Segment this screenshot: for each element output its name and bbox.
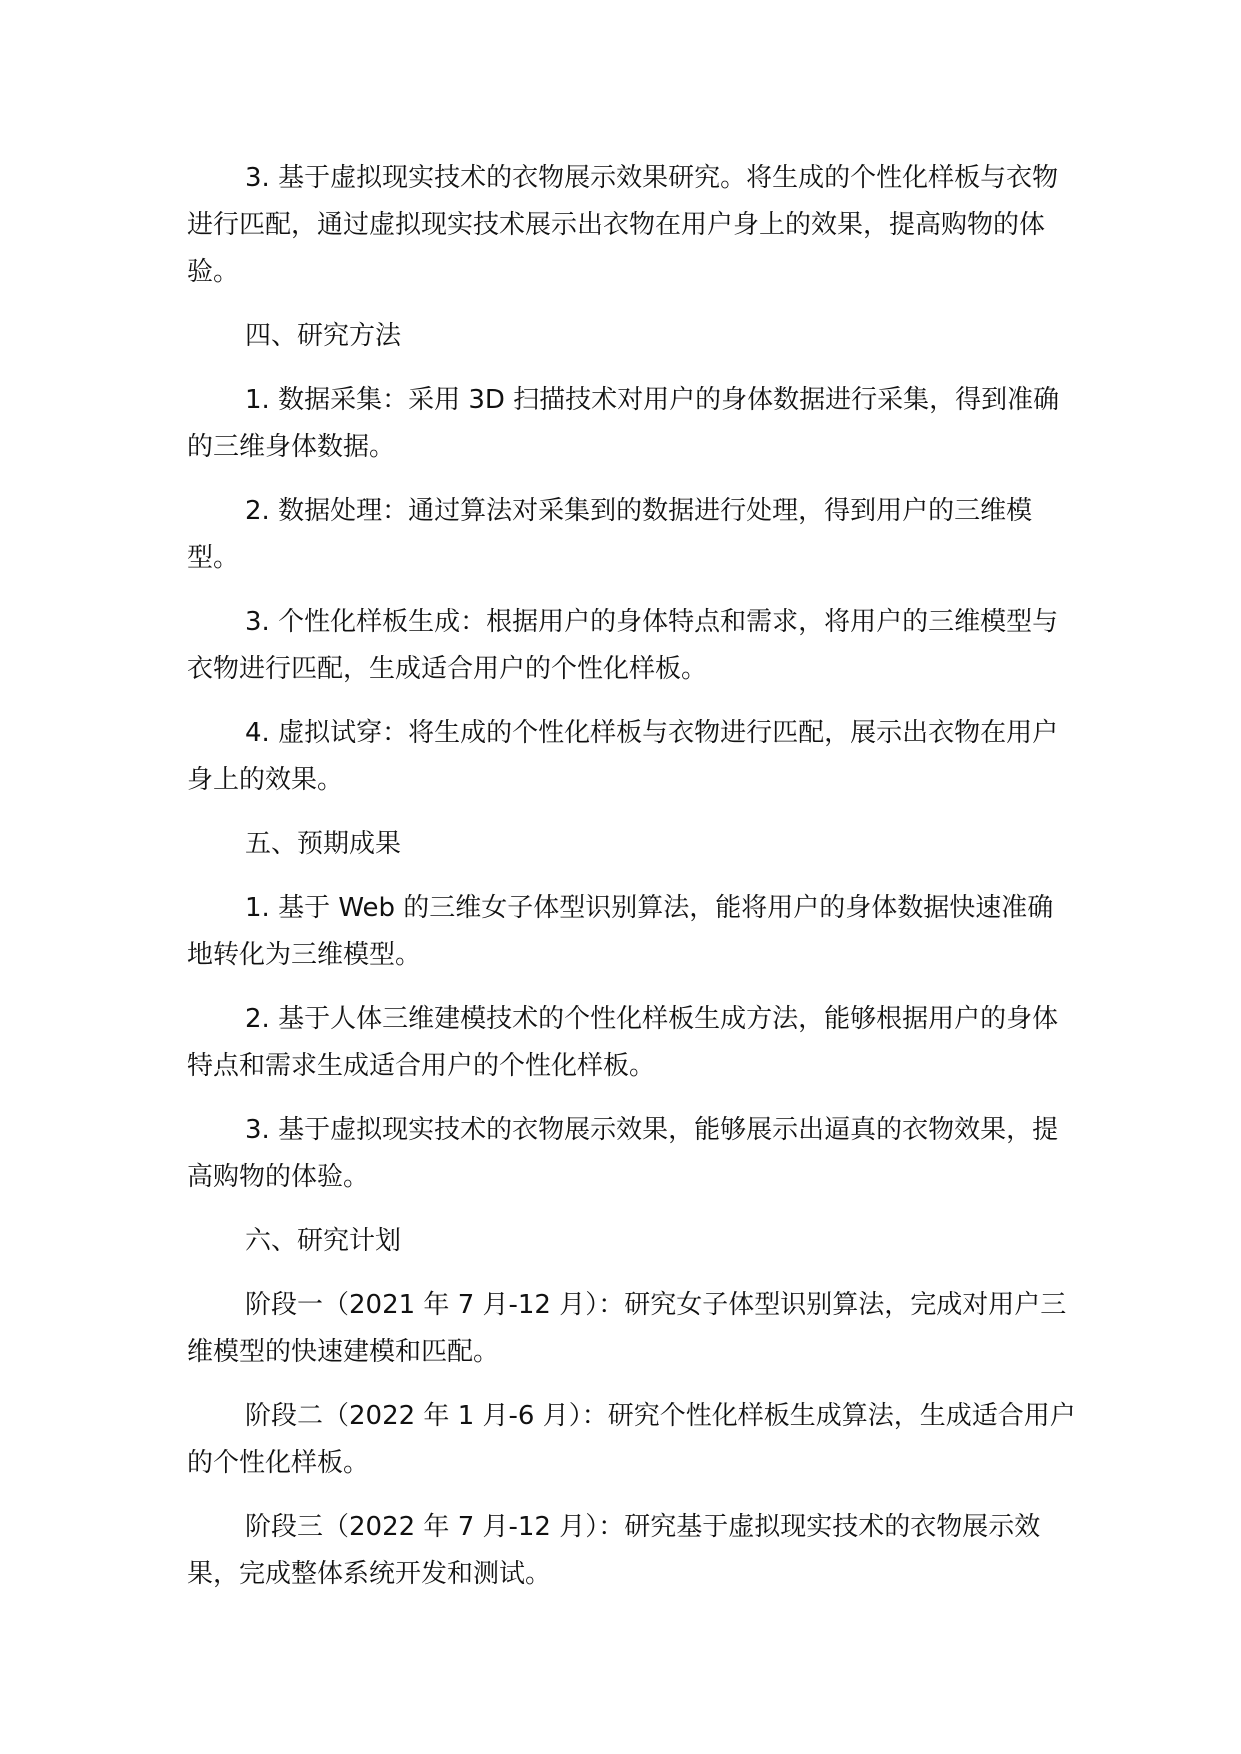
section-heading-expected-results: 五、预期成果 <box>245 829 402 859</box>
paragraph-method-3: 3. 个性化样板生成：根据用户的身体特点和需求，将用户的三维模型与衣物进行匹配，生成适合用户的个性化样板。 <box>187 607 1059 684</box>
paragraph-result-2: 2. 基于人体三维建模技术的个性化样板生成方法，能够根据用户的身体特点和需求生成适合用户的个性化样板。 <box>187 1004 1059 1081</box>
document-body <box>187 155 1077 1615</box>
paragraph-plan-stage-1: 阶段一（2021 年 7 月-12 月）：研究女子体型识别算法，完成对用户三维模型的快速建模和匹配。 <box>187 1290 1067 1367</box>
paragraph-research-content-3: 3. 基于虚拟现实技术的衣物展示效果研究。将生成的个性化样板与衣物进行匹配，通过虚拟现实技术展示出衣物在用户身上的效果，提高购物的体验。 <box>187 163 1059 287</box>
paragraph-result-1: 1. 基于 Web 的三维女子体型识别算法，能将用户的身体数据快速准确地转化为三维模型。 <box>187 893 1054 970</box>
paragraph-plan-stage-3: 阶段三（2022 年 7 月-12 月）：研究基于虚拟现实技术的衣物展示效果，完成整体系统开发和测试。 <box>187 1512 1041 1589</box>
paragraph-result-3: 3. 基于虚拟现实技术的衣物展示效果，能够展示出逼真的衣物效果，提高购物的体验。 <box>187 1115 1059 1192</box>
paragraph-plan-stage-2: 阶段二（2022 年 1 月-6 月）：研究个性化样板生成算法，生成适合用户的个性化样板。 <box>187 1401 1076 1478</box>
section-heading-research-methods: 四、研究方法 <box>245 321 402 351</box>
paragraph-method-2: 2. 数据处理：通过算法对采集到的数据进行处理，得到用户的三维模型。 <box>187 496 1033 573</box>
paragraph-method-1: 1. 数据采集：采用 3D 扫描技术对用户的身体数据进行采集，得到准确的三维身体数据。 <box>187 385 1060 462</box>
paragraph-method-4: 4. 虚拟试穿：将生成的个性化样板与衣物进行匹配，展示出衣物在用户身上的效果。 <box>187 718 1059 795</box>
section-heading-research-plan: 六、研究计划 <box>245 1226 402 1256</box>
